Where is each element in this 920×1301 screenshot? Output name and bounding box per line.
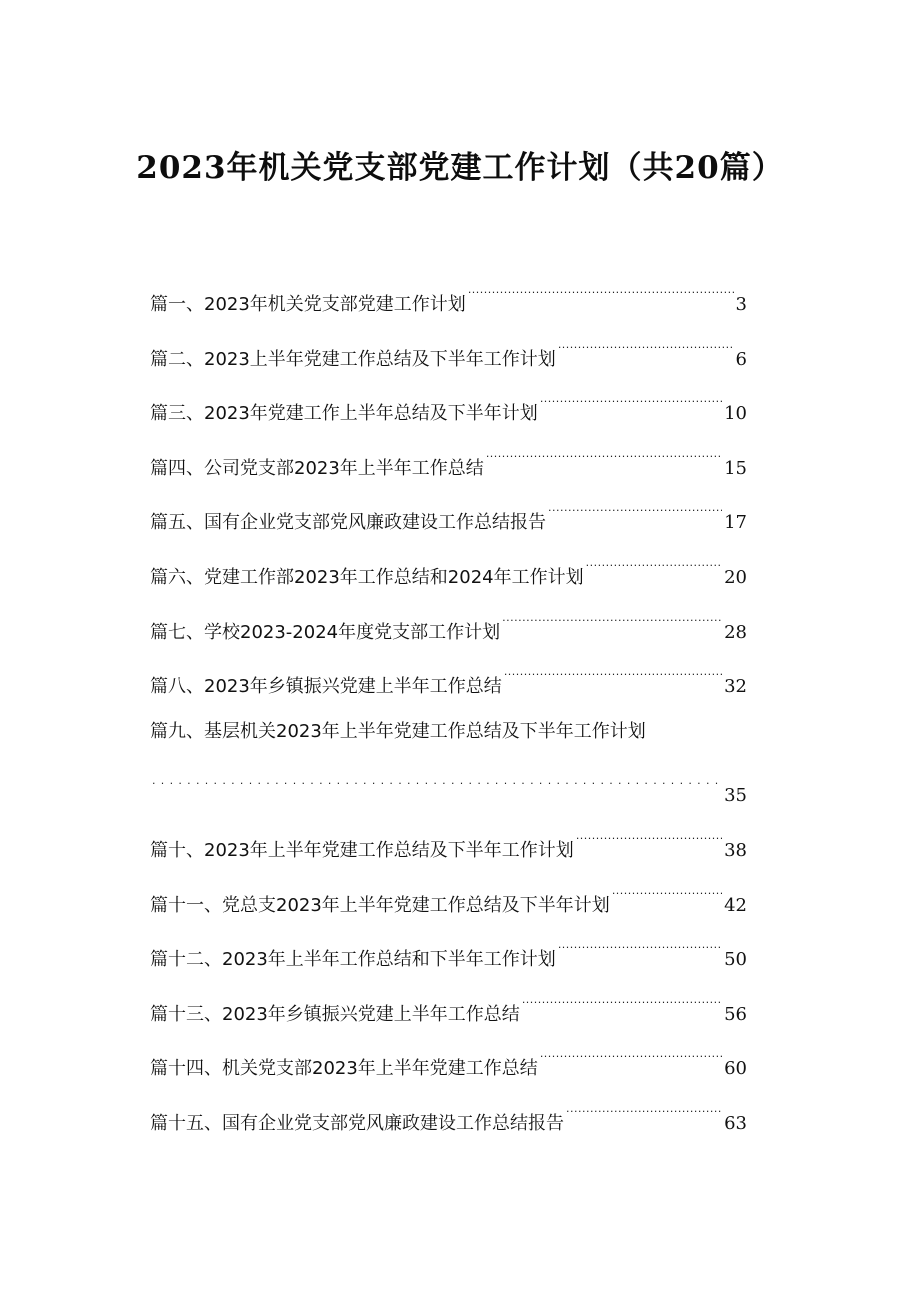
toc-leader-dots [152, 771, 722, 801]
toc-entry-text: 篇十四、机关党支部2023年上半年党建工作总结 [150, 1058, 538, 1080]
toc-page-number: 17 [724, 512, 747, 534]
toc-entry-text: 篇九、基层机关2023年上半年党建工作总结及下半年工作计划 [150, 720, 646, 742]
toc-page-number: 32 [724, 676, 747, 698]
toc-page-number: 56 [724, 1003, 747, 1025]
toc-entry-text: 篇六、党建工作部2023年工作总结和2024年工作计划 [150, 566, 584, 588]
toc-entry[interactable] [150, 280, 747, 315]
toc-page-number: 6 [735, 348, 747, 370]
toc-leader-dots [576, 826, 722, 856]
toc-leader-dots [502, 608, 722, 638]
toc-page-number: 20 [724, 566, 747, 588]
toc-leader-dots [548, 498, 722, 528]
toc-entry[interactable] [150, 335, 747, 370]
toc-leader-dots [558, 335, 734, 365]
toc-entry-text: 篇十三、2023年乡镇振兴党建上半年工作总结 [150, 1003, 520, 1025]
toc-entry[interactable] [150, 389, 747, 425]
toc-page-number: 35 [724, 785, 747, 807]
toc-entry-continuation [150, 771, 747, 807]
toc-entry-text: 篇二、2023上半年党建工作总结及下半年工作计划 [150, 348, 556, 370]
table-of-contents [150, 280, 747, 1154]
toc-leader-dots [468, 280, 734, 310]
toc-entry[interactable] [150, 881, 747, 916]
toc-leader-dots [612, 881, 722, 911]
toc-leader-dots [504, 662, 722, 692]
toc-entry-text: 篇七、学校2023-2024年度党支部工作计划 [150, 621, 501, 643]
toc-entry[interactable] [150, 935, 747, 971]
toc-entry-text: 篇一、2023年机关党支部党建工作计划 [150, 294, 466, 315]
toc-leader-dots [522, 990, 722, 1020]
toc-entry[interactable] [150, 990, 747, 1025]
toc-entry[interactable] [150, 553, 747, 588]
toc-entry[interactable] [150, 717, 747, 807]
toc-entry-text: 篇十、2023年上半年党建工作总结及下半年工作计划 [150, 839, 574, 861]
document-title: 2023年机关党支部党建工作计划（共20篇） [136, 150, 784, 186]
toc-entry[interactable] [150, 1044, 747, 1080]
toc-page-number: 42 [724, 894, 747, 916]
toc-entry[interactable] [150, 662, 747, 698]
toc-entry[interactable] [150, 444, 747, 479]
toc-leader-dots [540, 389, 722, 419]
toc-entry[interactable] [150, 826, 747, 861]
toc-page-number: 3 [735, 294, 747, 315]
toc-entry-text: 篇八、2023年乡镇振兴党建上半年工作总结 [150, 676, 502, 698]
toc-page-number: 15 [724, 457, 747, 479]
toc-leader-dots [566, 1099, 722, 1129]
toc-page-number: 28 [724, 621, 747, 643]
toc-page-number: 50 [724, 949, 747, 971]
toc-entry-text: 篇三、2023年党建工作上半年总结及下半年计划 [150, 403, 538, 425]
toc-entry-text: 篇十二、2023年上半年工作总结和下半年工作计划 [150, 949, 556, 971]
toc-page-number: 10 [724, 403, 747, 425]
toc-entry[interactable] [150, 1099, 747, 1134]
toc-entry-text: 篇十五、国有企业党支部党风廉政建设工作总结报告 [150, 1112, 564, 1134]
toc-entry-text: 篇五、国有企业党支部党风廉政建设工作总结报告 [150, 512, 546, 534]
toc-page-number: 38 [724, 839, 747, 861]
toc-leader-dots [586, 553, 722, 583]
toc-entry-text: 篇十一、党总支2023年上半年党建工作总结及下半年计划 [150, 894, 610, 916]
toc-entry[interactable] [150, 608, 747, 643]
toc-leader-dots [540, 1044, 722, 1074]
toc-leader-dots [486, 444, 722, 474]
toc-leader-dots [558, 935, 722, 965]
toc-entry-text: 篇四、公司党支部2023年上半年工作总结 [150, 457, 484, 479]
toc-page-number: 63 [724, 1112, 747, 1134]
toc-page-number: 60 [724, 1058, 747, 1080]
toc-entry[interactable] [150, 498, 747, 534]
